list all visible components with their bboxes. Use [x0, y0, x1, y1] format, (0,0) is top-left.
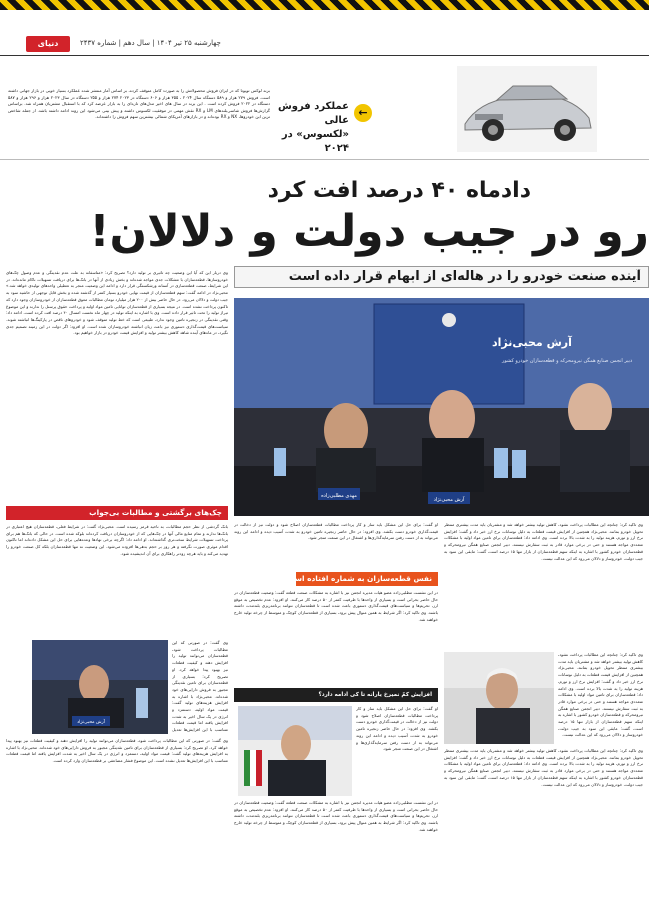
promo-body: برند لوکس تویوتا که در ایران فروش محصولاتش را به صورت کامل متوقف کرده، بر اساس آمار منتشر شده عملکرد بسیار خوبی در بازار جهانی داشته است. فروش ۲۷۹ هزار و ۵۸۹ دستگاه سال ۲۰۲۴ ، ۳۵۵ هزار و ۶۰۶ دستگاه در ۲۰۲۳ ۲۷۴ هزار و ۲۵۵ دستگاه در سال ۲۰۲۳ هزار و ۲۹۶ هزار و ۵۸۷ دستگاه در ۲۰۲۲ فروش کرده است . این برند در سال های اخیر مدل‌های تازه‌ای را به بازار عرضه کرد که با استقبال مشتریان همراه شد. براساس گزارش‌ها فروش شاسی‌بلندهای LM و RX نقش مهمی در موفقیت لکسوس داشته و پیش بینی می‌شود این روند ادامه داشته باشد. از جمله شاخص ترین این خودروها، NX و RX بوده‌اند و در بازارهای آمریکای شمالی بیشترین سهم فروش را داشته‌اند. — [8, 88, 270, 120]
article-column-left-narrow: وی گفت: در صورتی که این مطالبات پرداخت شود، قطعه‌سازان می‌توانند تولید را افزایش دهند و کیفیت قطعات نیز بهبود پیدا خواهد کرد. او تصریح کرد: بسیاری از قطعه‌سازان برای تامین نقدینگی مجبور به فروش دارایی‌های خود شده‌اند. محبی‌نژاد با اشاره به افزایش هزینه‌های تولید گفت: قیمت مواد اولیه، دستمزد و انرژی در یک سال اخیر به شدت افزایش یافته اما قیمت قطعات متناسب با این افزایش‌ها تعدیل — [172, 640, 228, 733]
car-image — [457, 66, 597, 152]
section-header-mid: نفس قطعه‌سازان به شماره افتاده است — [296, 572, 438, 586]
article-column-left-mid: بانک گردشی از نظر حجم مطالبات، به ناحیه قرمز رسیده است. محبی‌نژاد گفت: در شرایط فعلی، قطعه‌سازان هیچ اعتباری در بانک‌ها ندارند و تمام منابع مالی آنها در چک‌هایی که از خودروسازان دریافت کرده‌اند بلوکه شده است. در حالی که بانک‌ها هم برای پرداخت تسهیلات شرایط سخت‌تری گذاشته‌اند. او ادامه داد: اگرچه برخی نهادها وعده‌هایی برای حل این مشکل داده‌اند اما تاکنون اقدام موثری صورت نگرفته و هر روز بر حجم بدهی‌ها افزوده می‌شود. این وضعیت نه تنها قطعه‌سازان بلکه کل صنعت خودرو را تهدید می‌کند و باید هرچه زودتر راهکاری برای آن اندیشیده شود. — [6, 524, 228, 556]
article-column-left-bottom: وی گفت: در صورتی که این مطالبات پرداخت شود، قطعه‌سازان می‌توانند تولید را افزایش دهند و کیفیت قطعات نیز بهبود پیدا خواهد کرد. او تصریح کرد: بسیاری از قطعه‌سازان برای تامین نقدینگی مجبور به فروش دارایی‌های خود شده‌اند. محبی‌نژاد با اشاره به افزایش هزینه‌های تولید گفت: قیمت مواد اولیه، دستمزد و انرژی در یک سال اخیر به شدت افزایش یافته اما قیمت قطعات متناسب با این افزایش‌ها تعدیل نشده است. این موضوع فشار مضاعفی بر قطعه‌سازان وارد کرده است. — [6, 738, 228, 764]
right-event-photo — [444, 652, 554, 744]
main-headline: رو در جیب دولت و دلالان! — [89, 206, 649, 257]
promo-title-line2: «لکسوس» در ۲۰۲۴ — [281, 129, 349, 154]
subtitle: آینده صنعت خودرو را در هاله‌ای از ابهام قرار داده است — [288, 269, 641, 284]
arrow-icon[interactable]: ← — [354, 104, 372, 122]
article-column-right-top: وی تاکید کرد: چنانچه این مطالبات پرداخت نشود، کاهش تولید بیشتر خواهد شد و مشتریان باید مدت بیشتری منتظر تحویل خودرو بمانند. محبی‌نژاد همچنین از افزایش قیمت قطعات به دلیل نوسانات نرخ ارز خبر داد و گفت: افزایش نرخ ارز و تورم، هزینه تولید را به شدت بالا برده است. وی ادامه داد: قطعه‌سازان برای تامین مواد اولیه با مشکلات متعددی مواجه هستند و حتی در برخی موارد قادر به ثبت سفارش نیستند. دبیر انجمن صنایع همگن نیرومحرکه و قطعه‌سازان خودرو کشور با اشاره به اینکه سهم قطعه‌سازان از بازار تنها ۱۵ درصد است، گفت: مابقی این سود به جیب دولت، خودروساز و دلالان می‌رود که این عدالت نیست. — [444, 522, 643, 561]
article-column-mid-narrow: او گفت: برای حل این مشکل باید ساز و کار پرداخت مطالبات قطعه‌سازان اصلاح شود و دولت نیز از دخالت در قیمت‌گذاری خودرو دست بکشد. وی افزود: در حال حاضر زنجیره تامین خودرو به شدت آسیب دیده و ادامه این روند می‌تواند به از دست رفتن سرمایه‌گذاری‌ها و اشتغال در این صنعت منجر شود. — [356, 706, 438, 752]
lexus-promo-box — [0, 64, 649, 160]
article-column-left-top: وی دربار این که آیا این وضعیت چه تاثیری بر تولید دارد؟ تصریح کرد: «متاسفانه به علت عدم نقدینگی و عدم وصول چک‌های خودروسازها، قطعه‌سازان با مشکلات جدی مواجه شده‌اند و بخش زیادی از آنها در بانک‌ها برای دریافت تسهیلات ناکام مانده‌اند. در این شرایط، صنعت قطعه‌سازی در آستانه ورشکستگی قرار دارد و ادامه این وضعیت منجر به تعطیلی واحدهای تولیدی خواهد شد.» محبی‌نژاد در ادامه گفت: سهم قطعه‌سازان از قیمت نهایی خودرو بسیار کمتر از گذشته شده و بخش قابل توجهی از حاشیه سود به جیب دولت و دلالان می‌رود. در حال حاضر بیش از ۲۰۰ هزار میلیارد تومان مطالبات معوق قطعه‌سازان از خودروسازان وجود دارد که تاکنون پرداخت نشده است. در نتیجه بسیاری از قطعه‌سازان توانایی تامین مواد اولیه و پرداخت حقوق پرسنل را ندارند و این موضوع تیراژ تولید را تحت تاثیر قرار داده است. وی با اشاره به اینکه تولید در چهار ماه نخست امسال ۴۰ درصد افت کرده است، ادامه داد: وقتی نقدینگی در زنجیره تامین وجود ندارد، طبیعی است که خط تولید متوقف شود و خودروهای ناقص در پارکینگ‌ها انباشته شوند. سیاست‌های قیمت‌گذاری دستوری نیز باعث زیان انباشته خودروسازان شده است. او افزود: اگر دولت در این زمینه تصمیم جدی نگیرد، در ماه‌های آینده شاهد کاهش بیشتر تولید و افزایش قیمت خودرو در بازار خواهیم بود. — [6, 270, 228, 336]
left-event-photo — [32, 640, 168, 734]
mid-event-photo — [238, 706, 352, 796]
section-quote-mid: افزایش کمّ نمیرخ یارانه تا کی ادامه دارد؟ — [234, 688, 438, 702]
article-column-mid-top: او گفت: برای حل این مشکل باید ساز و کار پرداخت مطالبات قطعه‌سازان اصلاح شود و دولت نیز از دخالت در قیمت‌گذاری خودرو دست بکشد. وی افزود: در حال حاضر زنجیره تامین خودرو به شدت آسیب دیده و ادامه این روند می‌تواند به از دست رفتن سرمایه‌گذاری‌ها و اشتغال در این صنعت منجر شود. — [234, 522, 438, 541]
banner-role: دبیر انجمن صنایع همگن نیرومحرکه و قطعه‌سازان خودرو کشور — [502, 358, 633, 364]
article-column-mid-body: در این نشست مطلبی‌زاده عضو هیات مدیره انجمن نیز با اشاره به مشکلات صنعت قطعه گفت: وضعیت قطعه‌سازان در حال حاضر بحرانی است و بسیاری از واحدها با ظرفیت کمتر از ۵۰ درصد کار می‌کنند. او افزود: عدم تخصیص به موقع ارز، تحریم‌ها و سیاست‌های قیمت‌گذاری دستوری باعث شده است تا قطعه‌سازان نتوانند برنامه‌ریزی بلندمدت داشته باشند. وی تاکید کرد: اگر شرایط به همین منوال پیش برود، بسیاری از قطعه‌سازان کوچک و متوسط از چرخه تولید خارج خواهند شد. — [234, 590, 438, 622]
nameplate-center: آرش محبی‌نژاد — [433, 497, 465, 503]
article-column-right-narrow: وی تاکید کرد: چنانچه این مطالبات پرداخت نشود، کاهش تولید بیشتر خواهد شد و مشتریان باید مدت بیشتری منتظر تحویل خودرو بمانند. محبی‌نژاد همچنین از افزایش قیمت قطعات به دلیل نوسانات نرخ ارز خبر داد و گفت: افزایش نرخ ارز و تورم، هزینه تولید را به شدت بالا برده است. وی ادامه داد: قطعه‌سازان برای تامین مواد اولیه با مشکلات متعددی مواجه هستند و حتی در برخی موارد قادر به ثبت سفارش نیستند. دبیر انجمن صنایع همگن نیرومحرکه و قطعه‌سازان خودرو کشور با اشاره به اینکه سهم قطعه‌سازان از بازار تنها ۱۵ درصد است، گفت: مابقی این سود به جیب دولت، خودروساز و دلالان می‌رود که این عدالت نیست. — [558, 652, 643, 738]
main-event-photo — [234, 298, 649, 516]
masthead — [0, 34, 649, 64]
promo-title — [259, 100, 349, 156]
nameplate-left: مهدی مطلبی‌زاده — [321, 493, 357, 499]
banner-name: آرش محبی‌نژاد — [492, 336, 572, 349]
article-column-mid-bottom: در این نشست مطلبی‌زاده عضو هیات مدیره انجمن نیز با اشاره به مشکلات صنعت قطعه گفت: وضعیت قطعه‌سازان در حال حاضر بحرانی است و بسیاری از واحدها با ظرفیت کمتر از ۵۰ درصد کار می‌کنند. او افزود: عدم تخصیص به موقع ارز، تحریم‌ها و سیاست‌های قیمت‌گذاری دستوری باعث شده است تا قطعه‌سازان نتوانند برنامه‌ریزی بلندمدت داشته باشند. وی تاکید کرد: اگر شرایط به همین منوال پیش برود، بسیاری از قطعه‌سازان کوچک و متوسط از چرخه تولید خارج خواهند شد. — [234, 800, 438, 832]
left-photo-nameplate: آرش محبی‌نژاد — [77, 720, 105, 725]
promo-title-line1: عملکرد فروش عالی — [277, 101, 349, 126]
article-column-right-bottom: وی تاکید کرد: چنانچه این مطالبات پرداخت نشود، کاهش تولید بیشتر خواهد شد و مشتریان باید مدت بیشتری منتظر تحویل خودرو بمانند. محبی‌نژاد همچنین از افزایش قیمت قطعات به دلیل نوسانات نرخ ارز خبر داد و گفت: افزایش نرخ ارز و تورم، هزینه تولید را به شدت بالا برده است. وی ادامه داد: قطعه‌سازان برای تامین مواد اولیه با مشکلات متعددی مواجه هستند و حتی در برخی موارد قادر به ثبت سفارش نیستند. دبیر انجمن صنایع همگن نیرومحرکه و قطعه‌سازان خودرو کشور با اشاره به اینکه سهم قطعه‌سازان از بازار تنها ۱۵ درصد است، گفت: مابقی این سود به جیب دولت، خودروساز و دلالان می‌رود که این عدالت نیست. — [444, 748, 643, 787]
supertitle: دادماه ۴۰ درصد افت کرد — [267, 178, 531, 203]
section-header-left: چک‌های برگشتی و مطالبات بی‌جواب — [6, 506, 228, 520]
hazard-stripe — [0, 0, 649, 10]
issue-info: چهارشنبه ۲۵ تیر ۱۴۰۴ | سال دهم | شماره ۲۴۳۷ — [80, 39, 221, 47]
publication-logo: دنیای خودرو — [26, 36, 70, 52]
